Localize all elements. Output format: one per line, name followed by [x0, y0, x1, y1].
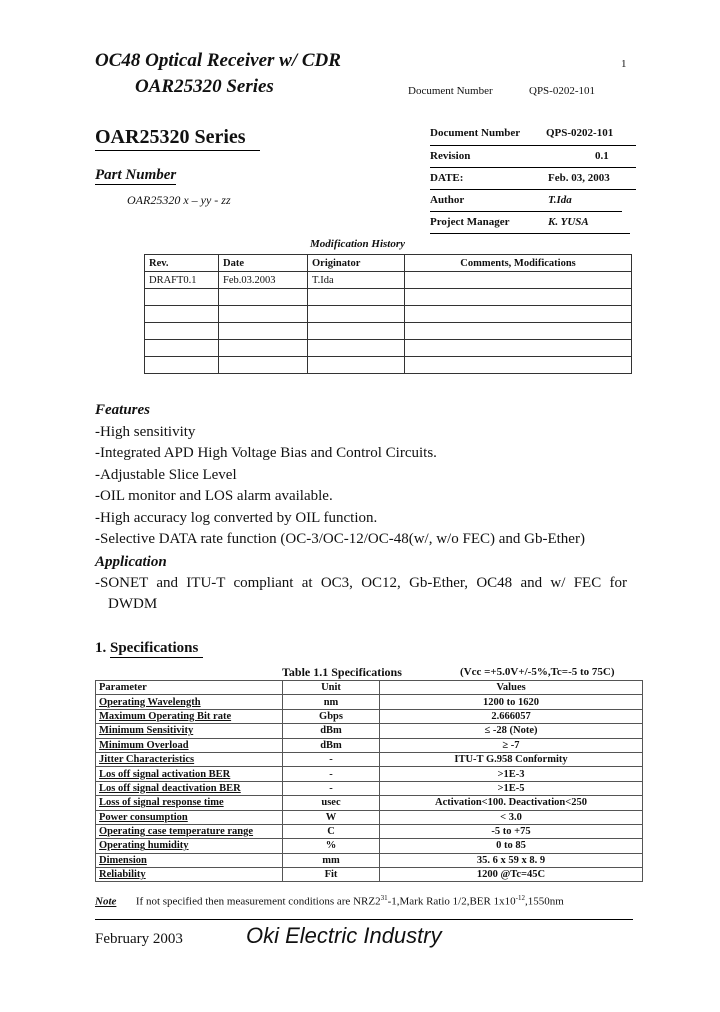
table-row	[145, 289, 632, 306]
table-row	[96, 695, 643, 709]
spec-table	[95, 680, 643, 882]
spec-value: ≥ -7	[380, 738, 643, 752]
specifications-heading-text: 1. Specifications	[95, 640, 199, 656]
cell: T.Ida	[308, 272, 405, 289]
spec-unit: -	[283, 781, 380, 795]
table-row	[145, 272, 632, 289]
table-row	[145, 357, 632, 374]
doc-info-value: 0.1	[595, 150, 609, 162]
spec-unit: -	[283, 767, 380, 781]
cell	[308, 357, 405, 374]
col-comments: Comments, Modifications	[405, 255, 632, 272]
footer-company: Oki Electric Industry	[246, 923, 442, 948]
note-label: Note	[95, 895, 117, 908]
spec-param: Power consumption	[96, 810, 283, 824]
series-title-underline	[95, 150, 260, 151]
table-row	[96, 724, 643, 738]
table-row	[145, 340, 632, 357]
spec-value: 1200 to 1620	[380, 695, 643, 709]
spec-unit: -	[283, 752, 380, 766]
doc-info-label: DATE:	[430, 172, 464, 184]
spec-value: ITU-T G.958 Conformity	[380, 752, 643, 766]
footer-rule	[95, 919, 633, 920]
table-row	[96, 824, 643, 838]
spec-value: Activation<100. Deactivation<250	[380, 796, 643, 810]
spec-param: Maximum Operating Bit rate	[96, 709, 283, 723]
table-row	[96, 796, 643, 810]
cell	[405, 272, 632, 289]
spec-value: 2.666057	[380, 709, 643, 723]
spec-unit: C	[283, 824, 380, 838]
doc-info-value: K. YUSA	[548, 216, 589, 228]
doc-info-block	[430, 124, 636, 234]
application-heading: Application	[95, 554, 167, 570]
header-doc-number: QPS-0202-101	[529, 85, 596, 97]
series-title: OAR25320 Series	[95, 126, 246, 148]
note-text: If not specified then measurement conditions are NRZ2	[135, 895, 381, 908]
spec-unit: Gbps	[283, 709, 380, 723]
header-title-line2: OAR25320 Series	[135, 76, 274, 97]
application-line1: -SONET and ITU-T compliant at OC3, OC12, Gb-Ether, OC48 and w/ FEC for	[95, 575, 627, 591]
table-row	[96, 810, 643, 824]
cell	[145, 357, 219, 374]
table-row	[96, 853, 643, 867]
spec-unit: dBm	[283, 738, 380, 752]
spec-param: Minimum Overload	[96, 738, 283, 752]
cell	[308, 289, 405, 306]
note-text: ,1550nm	[524, 895, 564, 908]
cell	[405, 357, 632, 374]
spec-unit: nm	[283, 695, 380, 709]
doc-info-value: QPS-0202-101	[546, 127, 614, 139]
spec-conditions: (Vcc =+5.0V+/-5%,Tc=-5 to 75C)	[460, 666, 615, 678]
doc-info-label: Project Manager	[430, 216, 510, 228]
cell	[405, 323, 632, 340]
table-row	[96, 781, 643, 795]
spec-value: 0 to 85	[380, 839, 643, 853]
feature-item: -High sensitivity	[95, 424, 196, 440]
specifications-heading	[95, 640, 198, 657]
cell	[145, 323, 219, 340]
doc-info-row	[430, 168, 636, 190]
header-title-line1: OC48 Optical Receiver w/ CDR	[95, 50, 341, 71]
mod-history-title: Modification History	[310, 238, 406, 250]
cell	[308, 306, 405, 323]
note-sup: -12	[515, 894, 525, 902]
cell	[405, 289, 632, 306]
table-row	[96, 767, 643, 781]
cell	[405, 340, 632, 357]
cell	[308, 323, 405, 340]
doc-info-label: Author	[430, 194, 465, 206]
spec-param: Dimension	[96, 853, 283, 867]
spec-value: -5 to +75	[380, 824, 643, 838]
table-row	[96, 709, 643, 723]
spec-param: Operating humidity	[96, 839, 283, 853]
doc-info-label: Document Number	[430, 127, 521, 139]
col-unit: Unit	[283, 681, 380, 695]
spec-unit: mm	[283, 853, 380, 867]
page-number: 1	[621, 58, 627, 70]
doc-info-row	[430, 146, 636, 168]
cell	[145, 340, 219, 357]
cell: DRAFT0.1	[145, 272, 219, 289]
table-row	[96, 839, 643, 853]
specifications-underline	[110, 657, 203, 658]
feature-item: -Adjustable Slice Level	[95, 467, 237, 483]
spec-param: Minimum Sensitivity	[96, 724, 283, 738]
col-values: Values	[380, 681, 643, 695]
spec-value: 1200 @Tc=45C	[380, 868, 643, 882]
cell	[219, 306, 308, 323]
part-number-format: OAR25320 x – yy - zz	[127, 193, 231, 207]
cell	[219, 340, 308, 357]
mod-history-table	[144, 254, 632, 374]
table-row	[145, 306, 632, 323]
cell	[145, 289, 219, 306]
feature-item: -OIL monitor and LOS alarm available.	[95, 488, 333, 504]
spec-value: < 3.0	[380, 810, 643, 824]
col-rev: Rev.	[145, 255, 219, 272]
spec-unit: dBm	[283, 724, 380, 738]
spec-table-title: Table 1.1 Specifications	[282, 665, 402, 679]
doc-info-value: Feb. 03, 2003	[548, 172, 610, 184]
doc-info-row	[430, 190, 622, 212]
spec-value: 35. 6 x 59 x 8. 9	[380, 853, 643, 867]
spec-value: >1E-5	[380, 781, 643, 795]
spec-unit: usec	[283, 796, 380, 810]
spec-value: >1E-3	[380, 767, 643, 781]
table-row	[96, 752, 643, 766]
doc-info-label: Revision	[430, 150, 471, 162]
spec-unit: %	[283, 839, 380, 853]
spec-param: Los off signal activation BER	[96, 767, 283, 781]
doc-info-row	[430, 124, 636, 146]
col-originator: Originator	[308, 255, 405, 272]
doc-info-row	[430, 212, 630, 234]
feature-item: -Selective DATA rate function (OC-3/OC-12/OC-48(w/, w/o FEC) and Gb-Ether)	[95, 531, 585, 547]
note-text: -1,Mark Ratio 1/2,BER 1x10	[387, 895, 516, 908]
cell	[219, 357, 308, 374]
cell	[219, 323, 308, 340]
spec-value: ≤ -28 (Note)	[380, 724, 643, 738]
feature-item: -High accuracy log converted by OIL function.	[95, 510, 378, 526]
table-row	[145, 323, 632, 340]
features-heading: Features	[95, 402, 151, 418]
col-date: Date	[219, 255, 308, 272]
table-header-row	[96, 681, 643, 695]
spec-param: Los off signal deactivation BER	[96, 781, 283, 795]
cell: Feb.03.2003	[219, 272, 308, 289]
cell	[219, 289, 308, 306]
doc-info-value: T.Ida	[548, 194, 572, 206]
spec-param: Reliability	[96, 868, 283, 882]
spec-note	[95, 894, 564, 908]
spec-unit: W	[283, 810, 380, 824]
spec-param: Operating Wavelength	[96, 695, 283, 709]
part-number-label: Part Number	[95, 167, 177, 183]
feature-item: -Integrated APD High Voltage Bias and Control Circuits.	[95, 445, 437, 461]
table-row	[96, 738, 643, 752]
cell	[308, 340, 405, 357]
spec-param: Jitter Characteristics	[96, 752, 283, 766]
cell	[145, 306, 219, 323]
note-sup: 31	[380, 894, 388, 902]
header-doc-label: Document Number	[408, 85, 493, 97]
application-line2: DWDM	[108, 596, 158, 612]
col-parameter: Parameter	[96, 681, 283, 695]
footer-date: February 2003	[95, 931, 183, 947]
table-header-row	[145, 255, 632, 272]
spec-param: Loss of signal response time	[96, 796, 283, 810]
spec-unit: Fit	[283, 868, 380, 882]
table-row	[96, 868, 643, 882]
spec-param: Operating case temperature range	[96, 824, 283, 838]
cell	[405, 306, 632, 323]
